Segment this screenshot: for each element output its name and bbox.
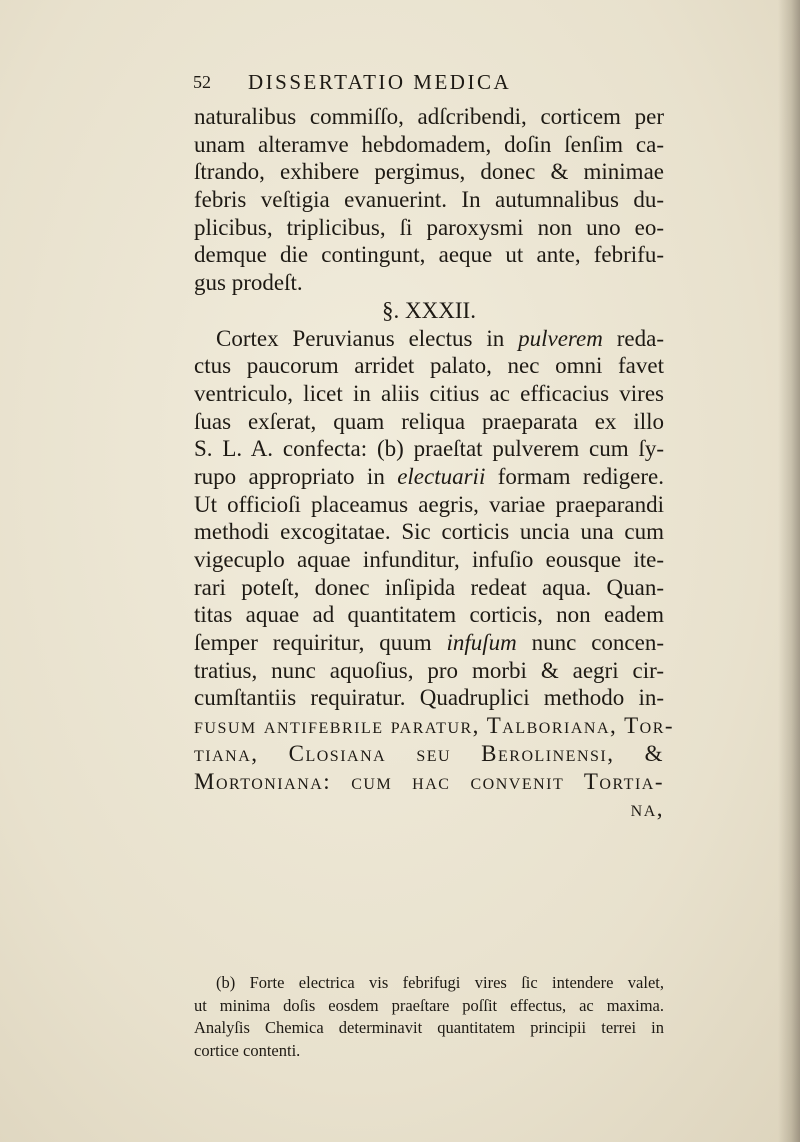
text-line: ctus paucorum arridet palato, nec omni favet [194,353,664,379]
text-line: S. L. A. confecta: (b) praeſtat pulverem cum ſy- [194,436,664,462]
text-line: vigecuplo aquae infunditur, infuſio eousque ite- [194,547,664,572]
text-line: unam alteramve hebdomadem, doſin ſenſim ca- [194,131,664,157]
main-text [194,103,675,823]
italic-term: electuarii [397,463,486,489]
text-line: ſemper requiritur, quum infuſum nunc concen- [194,630,665,656]
text-line: tratius, nunc aquoſius, pro morbi & aegri cir- [194,657,664,683]
text-line: Mortoniana: cum hac convenit Tortia- [194,768,664,794]
page-number: 52 [193,72,211,92]
text-line: tiana, Closiana ſeu Berolinensi, & [194,740,664,766]
text-line: plicibus, triplicibus, ſi paroxysmi non uno eo- [194,214,664,240]
text-line: cumſtantiis requiratur. Quadruplici methodo in- [194,685,664,711]
page-header [193,70,663,100]
footnote-line: Analyſis Chemica determinavit quantitatem principii terrei in [194,1018,664,1037]
text-line: methodi excogitatae. Sic corticis uncia una cum [194,519,664,545]
text-line: ventriculo, licet in aliis citius ac efficacius vires [194,380,664,406]
text-line: naturalibus commiſſo, adſcribendi, corticem per [194,104,664,129]
footnote [194,972,664,1062]
catchword: na, [630,796,664,822]
text-line: ſtrando, exhibere pergimus, donec & minimae [194,159,664,185]
running-title: DISSERTATIO MEDICA [248,70,512,94]
text-line: ſuas exſerat, quam reliqua praeparata ex illo [194,408,664,434]
text-line: titas aquae ad quantitatem corticis, non eadem [194,602,664,628]
footnote-line: (b) Forte electrica vis febrifugi vires ſic intendere valet, [216,973,664,992]
italic-term: pulverem [518,325,603,351]
text-line: demque die contingunt, aeque ut ante, febrifu- [194,242,664,268]
section-heading: §. XXXII. [382,297,476,323]
italic-term: infuſum [446,630,517,656]
footnote-line: cortice contenti. [194,1040,301,1060]
text-line: Ut officioſi placeamus aegris, variae praeparandi [194,491,664,517]
text-line: rupo appropriato in electuarii formam redigere. [194,463,664,489]
text-line: Cortex Peruvianus electus in pulverem reda- [216,325,664,351]
page-edge-shadow [778,0,800,1142]
text-line: fuſum antifebrile paratur, Talboriana, Tor- [194,713,675,739]
text-line: gus prodeſt. [194,270,303,296]
text-line: febris veſtigia evanuerint. In autumnalibus du- [194,187,664,213]
footnote-line: ut minima doſis eosdem praeſtare poſſit effectus, ac maxima. [194,995,664,1015]
text-line: rari poteſt, donec inſipida redeat aqua. Quan- [194,574,664,600]
